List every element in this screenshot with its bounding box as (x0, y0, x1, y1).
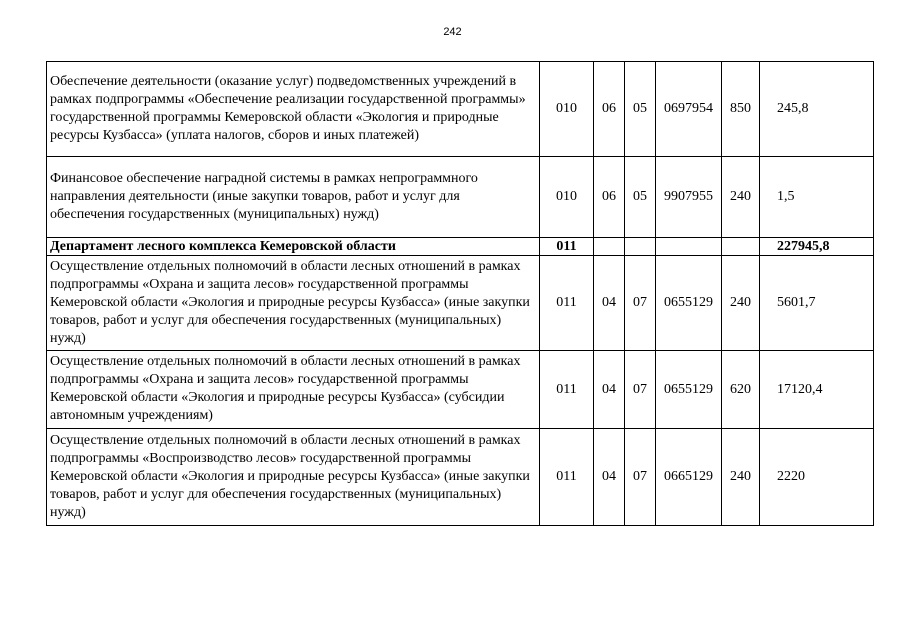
table-row (47, 429, 874, 526)
row-description: Осуществление отдельных полномочий в области лесных отношений в рамках подпрограммы «Охрана и защита лесов» государственной программы Кемеровской области «Экология и природные ресурсы Кузбасса» (субсидии автономным учреждениям) (47, 351, 540, 429)
podrazdel-code: 07 (625, 256, 656, 351)
row-description: Осуществление отдельных полномочий в области лесных отношений в рамках подпрограммы «Воспроизводство лесов» государственной программы Кемеровской области «Экология и природные ресурсы Кузбасса» (иные закупки товаров, работ и услуг для обеспечения государственных (муниципальных) нужд) (47, 429, 540, 526)
ved-code: 011 (540, 256, 594, 351)
razdel-code: 06 (594, 62, 625, 157)
table-row (47, 62, 874, 157)
csr-code: 9907955 (656, 157, 722, 238)
csr-code: 0655129 (656, 256, 722, 351)
page-number: 242 (443, 26, 462, 38)
budget-table (46, 61, 874, 526)
row-description: Осуществление отдельных полномочий в области лесных отношений в рамках подпрограммы «Охрана и защита лесов» государственной программы Кемеровской области «Экология и природные ресурсы Кузбасса» (иные закупки товаров, работ и услуг для обеспечения государственных (муниципальных) нужд) (47, 256, 540, 351)
table-row (47, 351, 874, 429)
csr-code: 0655129 (656, 351, 722, 429)
vr-code: 240 (722, 157, 760, 238)
row-description: Обеспечение деятельности (оказание услуг) подведомственных учреждений в рамках подпрограммы «Обеспечение реализации государственной программы» государственной программы Кемеровской области «Экология и природные ресурсы Кузбасса» (уплата налогов, сборов и иных платежей) (47, 62, 540, 157)
table-row (47, 256, 874, 351)
vr-code: 620 (722, 351, 760, 429)
csr-code: 0665129 (656, 429, 722, 526)
csr-code: 0697954 (656, 62, 722, 157)
amount: 17120,4 (760, 351, 874, 429)
vr-code: 240 (722, 429, 760, 526)
ved-code: 011 (540, 238, 594, 256)
ved-code: 010 (540, 157, 594, 238)
podrazdel-code: 05 (625, 157, 656, 238)
ved-code: 011 (540, 351, 594, 429)
table-row (47, 157, 874, 238)
row-description: Финансовое обеспечение наградной системы в рамках непрограммного направления деятельности (иные закупки товаров, работ и услуг для обеспечения государственных (муниципальных) нужд) (47, 157, 540, 238)
department-title: Департамент лесного комплекса Кемеровской области (47, 238, 540, 256)
amount: 2220 (760, 429, 874, 526)
csr-code (656, 238, 722, 256)
amount: 5601,7 (760, 256, 874, 351)
podrazdel-code: 07 (625, 351, 656, 429)
razdel-code: 04 (594, 256, 625, 351)
podrazdel-code: 05 (625, 62, 656, 157)
vr-code: 850 (722, 62, 760, 157)
razdel-code: 06 (594, 157, 625, 238)
department-total: 227945,8 (760, 238, 874, 256)
amount: 1,5 (760, 157, 874, 238)
table-row (47, 238, 874, 256)
vr-code (722, 238, 760, 256)
razdel-code (594, 238, 625, 256)
podrazdel-code: 07 (625, 429, 656, 526)
ved-code: 010 (540, 62, 594, 157)
amount: 245,8 (760, 62, 874, 157)
vr-code: 240 (722, 256, 760, 351)
podrazdel-code (625, 238, 656, 256)
razdel-code: 04 (594, 351, 625, 429)
ved-code: 011 (540, 429, 594, 526)
razdel-code: 04 (594, 429, 625, 526)
